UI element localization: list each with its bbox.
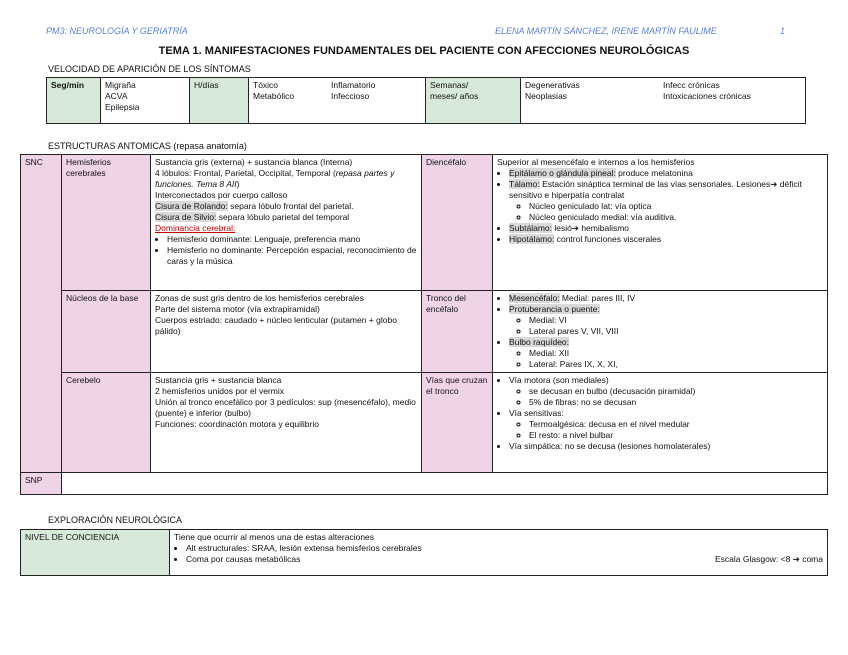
header-right: ELENA MARTÍN SÁNCHEZ, IRENE MARTÍN FAULIME — [495, 26, 717, 36]
estructuras-heading: ESTRUCTURAS ANTOMICAS (repasa anatomía) — [48, 141, 247, 151]
vel-inflamatorio: Inflamatorio Infeccioso — [327, 78, 426, 124]
nivel-conciencia-label: NIVEL DE CONCIENCIA — [21, 530, 170, 576]
page-number: 1 — [780, 26, 786, 36]
vel-degenerativas: Degenerativas Neoplasias — [521, 78, 660, 124]
hemisferios-content: Sustancia gris (externa) + sustancia blanca (Interna) 4 lóbulos: Frontal, Parietal, Occipital, Temporal (repasa partes y funciones. Tema 8 AII) Interconectados por cuerpo calloso Cisura de Rolando: separa lóbulo frontal del parietal. Cisura de Silvio: separa lóbulo parietal del temporal Dominancia cerebral: • Hemisferio dominante: Lenguaje, preferencia mano • Hemisferio no dominante: Percepción espacial, reconocimiento de caras y la música — [151, 155, 422, 291]
nucleos-content: Zonas de sust gris dentro de los hemisferios cerebrales Parte del sistema motor (vía extrapiramidal) Cuerpos estriado: caudado + núcleo lenticular (putamen + globo pálido) — [151, 291, 422, 373]
diencefalo-content: Superior al mesencéfalo e internos a los hemisferios • Epitálamo o glándula pineal: produce melatonina • Tálamo: Estación sináptica terminal de las vías sensoriales. Lesiones➔ déficit sensitivo e hiperpatía contralat ◦ Núcleo geniculado lat: vía optica ◦ Núcleo geniculado medial: vía auditiva. • Subtálamo: lesió➔ hemibalismo • Hipotálamo: control funciones viscerales — [493, 155, 828, 291]
page-title: TEMA 1. MANIFESTACIONES FUNDAMENTALES DEL PACIENTE CON AFECCIONES NEUROLÓGICAS — [158, 45, 690, 57]
snp-label: SNP — [21, 473, 62, 495]
vel-seg-min: Seg/min — [47, 78, 101, 124]
vel-infecc-cronicas: Infecc crónicas Intoxicaciones crónicas — [659, 78, 806, 124]
snp-content — [62, 473, 828, 495]
vias-content: • Vía motora (son mediales) ◦ se decusan en bulbo (decusación piramidal) ◦ 5% de fibras: no se decusan • Vía sensitivas: ◦ Termoalgésica: decusa en el nivel medular ◦ El resto: a nivel bulbar • Vía simpática: no se decusa (lesiones homolaterales) — [493, 373, 828, 473]
exploracion-heading: EXPLORACIÓN NEUROLÓGICA — [48, 515, 183, 525]
cerebelo-content: Sustancia gris + sustancia blanca 2 hemisferios unidos por el vermix Unión al tronco encefálico por 3 pedículos: sup (mesencéfalo), medio (puente) e inferior (bulbo) Funciones: coordinación motora y equilibrio — [151, 373, 422, 473]
vias-label: Vías que cruzan el tronco — [422, 373, 493, 473]
nivel-conciencia-content: Tiene que ocurrir al menos una de estas alteraciones • Alt estructurales: SRAA, lesión extensa hemisferios cerebrales • Coma por causas metabólicas Escala Glasgow: <8 ➔ coma — [170, 530, 828, 576]
snc-label: SNC — [21, 155, 62, 473]
glasgow-scale: Escala Glasgow: <8 ➔ coma — [715, 554, 823, 564]
cerebelo-label: Cerebelo — [62, 373, 151, 473]
vel-semanas: Semanas/ meses/ años — [426, 78, 521, 124]
hemisferios-label: Hemisferios cerebrales — [62, 155, 151, 291]
vel-migrana: Migraña ACVA Epilepsia — [101, 78, 190, 124]
tronco-label: Tronco del encéfalo — [422, 291, 493, 373]
vel-h-dias: H/días — [190, 78, 249, 124]
nucleos-label: Núcleos de la base — [62, 291, 151, 373]
diencefalo-label: Diencéfalo — [422, 155, 493, 291]
velocidad-table — [46, 77, 806, 124]
estructuras-table — [20, 154, 828, 495]
exploracion-table — [20, 529, 828, 576]
header-left: PM3: NEUROLOGÍA Y GERIATRÍA — [46, 26, 188, 36]
vel-toxico: Tóxico Metabólico — [249, 78, 328, 124]
velocidad-heading: VELOCIDAD DE APARICIÓN DE LOS SÍNTOMAS — [48, 64, 251, 74]
tronco-content: • Mesencéfalo: Medial: pares III, IV • Protuberancia o puente: ◦ Medial: VI ◦ Lateral pares V, VII, VIII • Bulbo raquídeo: ◦ Medial: XII ◦ Lateral: Pares IX, X, XI, — [493, 291, 828, 373]
